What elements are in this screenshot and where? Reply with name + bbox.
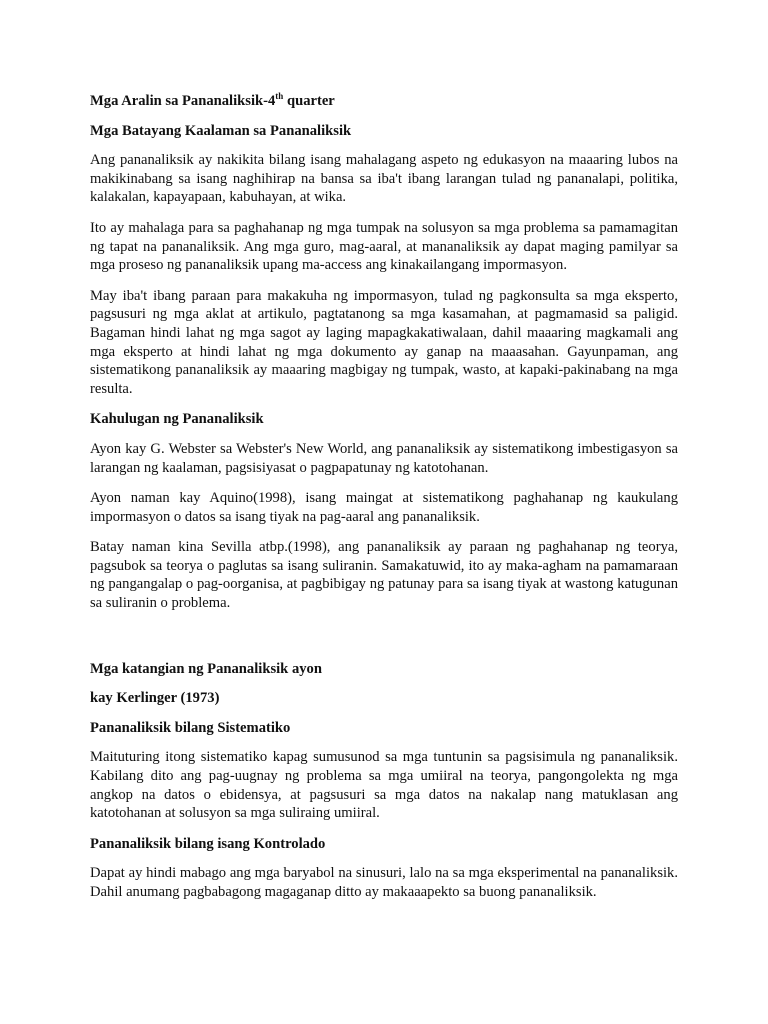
heading-katangian-line-2: kay Kerlinger (1973) xyxy=(90,690,220,707)
paragraph-6: Batay naman kina Sevilla atbp.(1998), ang pananaliksik ay paraan ng paghahanap ng teorya, pagsubok sa teorya o paglutas sa isang suliranin. Samakatuwid, ito ay maka-agham na pamamaraan ng pangangalap o pag-oorganisa, at pagbibigay ng patunay para sa isang tiyak at wastong katugunan sa suliranin o problema. xyxy=(90,539,678,612)
document-title xyxy=(90,92,678,111)
paragraph-5: Ayon naman kay Aquino(1998), isang maingat at sistematikong paghahanap ng kaukulang impormasyon o datos sa isang tiyak na pag-aaral ang pananaliksik. xyxy=(90,490,678,525)
title-suffix: quarter xyxy=(283,93,335,109)
heading-kahulugan: Kahulugan ng Pananaliksik xyxy=(90,411,264,428)
heading-sistematiko: Pananaliksik bilang Sistematiko xyxy=(90,719,291,736)
title-text: Mga Aralin sa Pananaliksik-4 xyxy=(90,93,276,109)
document-page xyxy=(90,92,678,914)
heading-batayang-kaalaman: Mga Batayang Kaalaman sa Pananaliksik xyxy=(90,122,352,139)
paragraph-3: May iba't ibang paraan para makakuha ng impormasyon, tulad ng pagkonsulta sa mga eksperto, pagsusuri ng mga aklat at artikulo, pagtatanong sa mga kasamahan, at pagmamasid sa paligid. Bagaman hindi lahat ng mga sagot ay laging mapagkakatiwalaan, dahil maaaring magkamali ang mga eksperto at hindi lahat ng mga dokumento ay ganap na maaasahan. Gayunpaman, ang sistematikong pananaliksik ay maaaring magbigay ng tumpak, wasto, at kapaki-pakinabang na mga resulta. xyxy=(90,287,678,397)
section-gap xyxy=(90,625,678,660)
paragraph-8: Dapat ay hindi mabago ang mga baryabol na sinusuri, lalo na sa mga eksperimental na pananaliksik. Dahil anumang pagbabagong magaganap ditto ay makaaapekto sa buong pananaliksik. xyxy=(90,865,678,900)
paragraph-7: Maituturing itong sistematiko kapag sumusunod sa mga tuntunin sa pagsisimula ng pananaliksik. Kabilang dito ang pag-uugnay ng problema sa mga umiiral na teorya, pangongolekta ng mga angkop na datos o ebidensya, at pagsusuri sa mga datos na nakalap nang matuklasan ang katotohanan at solusyon sa mga suliraing umiiral. xyxy=(90,749,678,822)
heading-katangian-line-1: Mga katangian ng Pananaliksik ayon xyxy=(90,660,322,677)
paragraph-2: Ito ay mahalaga para sa paghahanap ng mga tumpak na solusyon sa mga problema sa pamamagitan ng tapat na pananaliksik. Ang mga guro, mag-aaral, at mananaliksik ay dapat maging pamilyar sa mga proseso ng pananaliksik upang ma-access ang kinakailangang impormasyon. xyxy=(90,219,678,274)
title-superscript: th xyxy=(275,91,284,101)
paragraph-1: Ang pananaliksik ay nakikita bilang isang mahalagang aspeto ng edukasyon na maaaring lubos na makikinabang sa isang naghihirap na bansa sa iba't ibang larangan tulad ng pananalapi, politika, kalakalan, kapayapaan, kabuhayan, at wika. xyxy=(90,152,678,206)
heading-kontrolado: Pananaliksik bilang isang Kontrolado xyxy=(90,835,326,852)
paragraph-4: Ayon kay G. Webster sa Webster's New World, ang pananaliksik ay sistematikong imbestigasyon sa larangan ng kaalaman, pagsisiyasat o pagpapatunay ng katotohanan. xyxy=(90,440,678,476)
